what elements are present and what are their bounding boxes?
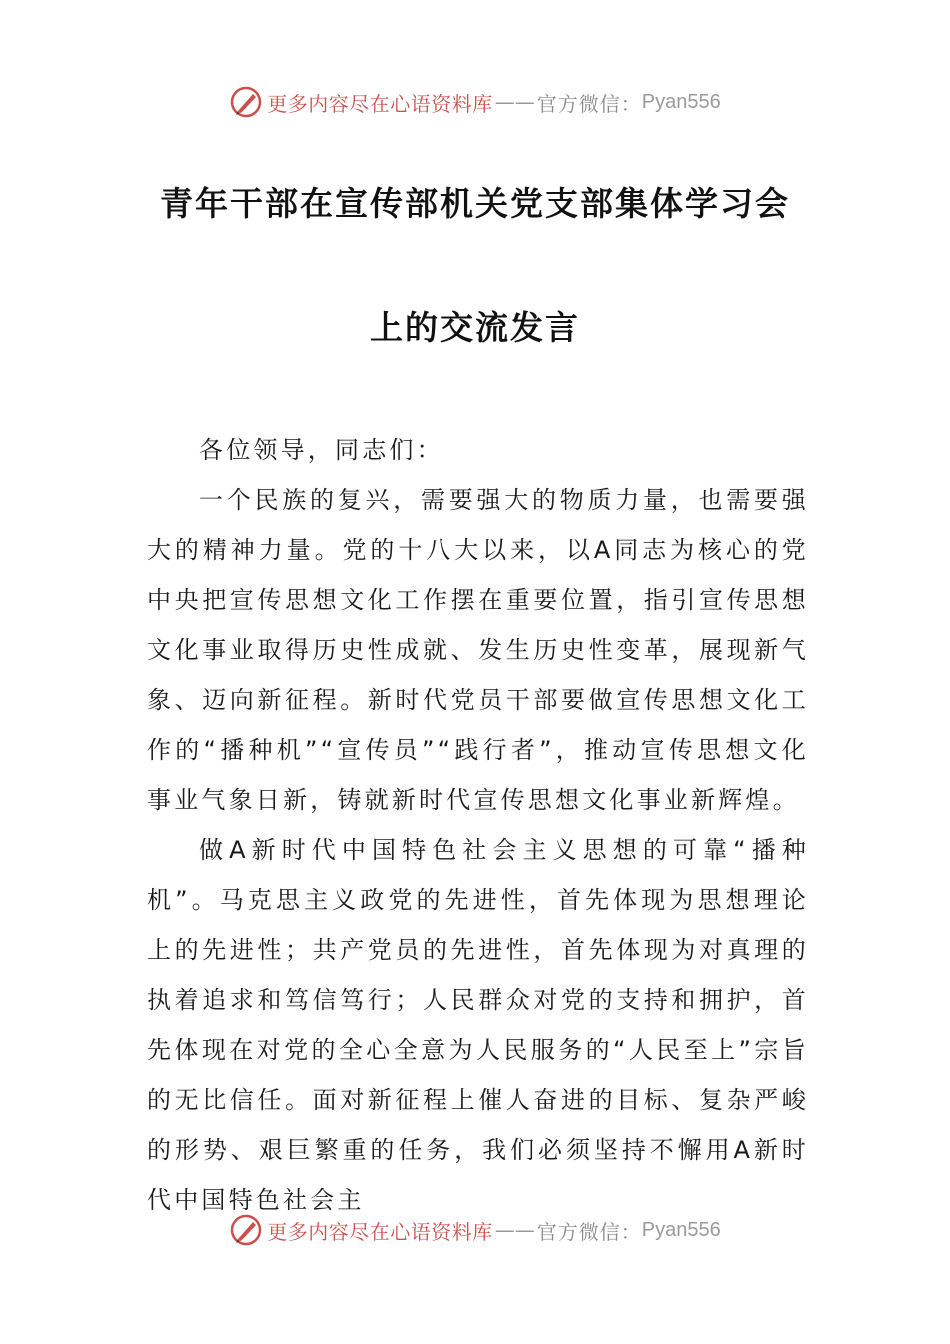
- watermark-brand: 更多内容尽在心语资料库: [267, 91, 493, 116]
- watermark-footer: [0, 1210, 950, 1250]
- watermark-wechat-id: Pyan556: [641, 1218, 721, 1241]
- watermark-header: [0, 82, 950, 122]
- watermark-brand: 更多内容尽在心语资料库: [267, 1219, 493, 1244]
- watermark-separator: ——: [494, 90, 535, 114]
- watermark-wechat-id: Pyan556: [641, 90, 721, 113]
- document-title-line-1: 青年干部在宣传部机关党支部集体学习会: [160, 184, 790, 223]
- pen-logo-icon: [229, 85, 263, 119]
- watermark-separator: ——: [494, 1218, 535, 1242]
- watermark-contact-label: 官方微信：: [536, 1219, 642, 1244]
- salutation: 各位领导，同志们：: [199, 436, 444, 464]
- document-title-line-2: 上的交流发言: [370, 308, 580, 347]
- pen-logo-icon: [229, 1213, 263, 1247]
- watermark-contact-label: 官方微信：: [536, 91, 642, 116]
- document-body: [147, 425, 809, 1225]
- paragraph: 做A新时代中国特色社会主义思想的可靠“播种机”。马克思主义政党的先进性，首先体现为思想理论上的先进性；共产党员的先进性，首先体现为对真理的执着追求和笃信笃行；人民群众对党的支持和拥护，首先体现在对党的全心全意为人民服务的“人民至上”宗旨的无比信任。面对新征程上催人奋进的目标、复杂严峻的形势、艰巨繁重的任务，我们必须坚持不懈用A新时代中国特色社会主: [147, 836, 809, 1214]
- paragraph: 一个民族的复兴，需要强大的物质力量，也需要强大的精神力量。党的十八大以来，以A同志为核心的党中央把宣传思想文化工作摆在重要位置，指引宣传思想文化事业取得历史性成就、发生历史性变革，展现新气象、迈向新征程。新时代党员干部要做宣传思想文化工作的“播种机”“宣传员”“践行者”，推动宣传思想文化事业气象日新，铸就新时代宣传思想文化事业新辉煌。: [147, 486, 809, 814]
